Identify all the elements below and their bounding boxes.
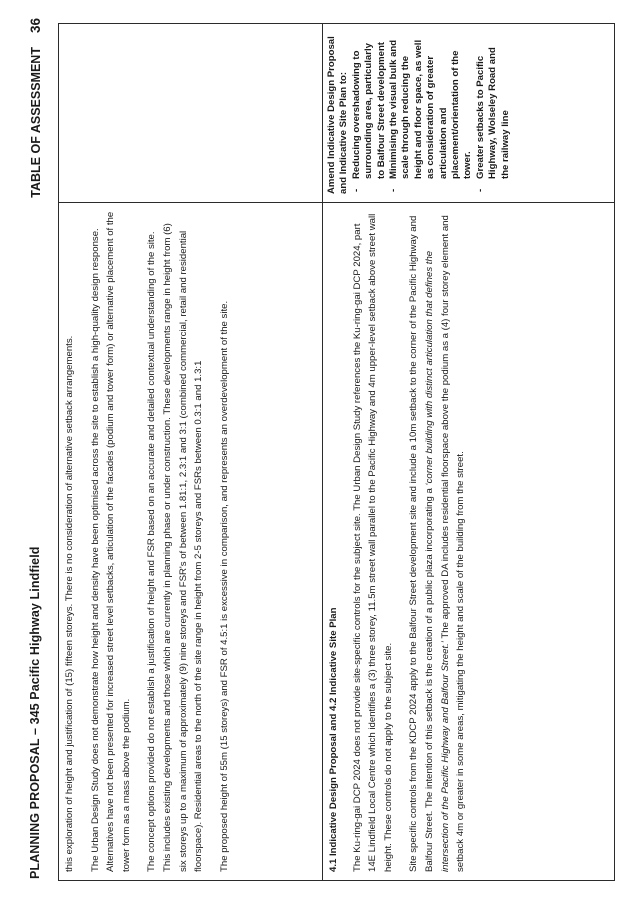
paragraph: The Urban Design Study does not demonstrate how height and density have been optimised across the site to establish a high-quality design response. Alternatives have not been presented for increased street level setbacks, articulation of the facades (podium and tower form) or alternative placement of the tower form as a mass above the podium.	[89, 211, 132, 872]
list-item-text: Minimising the visual bulk and scale through reducing the height and floor space, as well as consideration of greater articulation and placement/orientation of the tower.	[388, 39, 474, 179]
dash-bullet: -	[474, 188, 486, 192]
assessment-cell	[59, 203, 323, 881]
paragraph-text: Site specific controls from the KDCP 2024 apply to the Balfour Street development site and include a 10m setback to the corner of the Pacific Highway and Balfour Street. The intention of this setback is the creation of a public plaza incorporating a	[408, 215, 435, 872]
assessment-cell	[323, 203, 615, 881]
paragraph: The Ku-ring-gai DCP 2024 does not provide site-specific controls for the subject site. The Urban Design Study references the Ku-ring-gai DCP 2024, part 14E Lindfield Local Centre which identifies a (3) three storey, 11.5m street wall parallel to the Pacific Highway and 4m upper-level setback above street wall height. These controls do not apply to the subject site.	[351, 213, 394, 872]
recommendation-title: Amend Indicative Design Proposal and Indicative Site Plan to:	[326, 36, 350, 194]
table-row	[323, 24, 615, 881]
recommendation-cell-empty	[59, 24, 323, 203]
paragraph: this exploration of height and justification of (15) fifteen storeys. There is no consideration of alternative setback arrangements.	[64, 335, 75, 872]
dash-bullet: -	[350, 188, 362, 192]
section-header	[28, 18, 43, 198]
list-item	[388, 32, 475, 194]
list-item-text: Reducing overshadowing to surrounding area, particularly to Balfour Street development	[350, 42, 387, 179]
paragraph-text: The approved DA includes residential floorspace above the podium as a (4) four storey element and setback 4m or greater in some areas, mitigating the height and scale of the building from the street.	[439, 215, 467, 872]
table-row	[59, 24, 323, 881]
paragraph: The concept options provided do not establish a justification of height and FSR based on an accurate and detailed contextual understanding of the site. This includes existing developments and those which are currently in planning phase or under construction. These developments range in height from (6) six storeys up to a maximum of approximately (9) nine storeys and FSR's of between 1.81:1, 2.3:1 and 3:1 (combined commercial, retail and residential floorspace). Residential areas to the north of the site range in height from 2-5 storeys and FSRs between 0.3:1 and 1.3:1	[146, 223, 205, 872]
paragraph	[406, 211, 468, 872]
section-title: TABLE OF ASSESSMENT	[29, 47, 43, 198]
list-item	[475, 32, 512, 194]
assessment-table	[58, 23, 615, 881]
page-number: 36	[28, 18, 43, 34]
recommendation-list	[351, 32, 512, 194]
list-item	[351, 32, 388, 194]
list-item-text: Greater setbacks to Pacific Highway, Wolseley Road and the railway line	[474, 47, 511, 179]
document-title: PLANNING PROPOSAL – 345 Pacific Highway Lindfield	[28, 546, 42, 879]
recommendation-cell	[323, 24, 615, 203]
dash-bullet: -	[388, 188, 400, 192]
section-heading: 4.1 Indicative Design Proposal and 4.2 Indicative Site Plan	[328, 607, 339, 872]
quoted-control: ‘corner building with distinct articulation that defines the intersection of the Pacific Highway and Balfour Street.’	[423, 250, 451, 872]
paragraph: The proposed height of 55m (15 storeys) and FSR of 4.5:1 is excessive in comparison, and represents an overdevelopment of the site.	[218, 300, 230, 872]
